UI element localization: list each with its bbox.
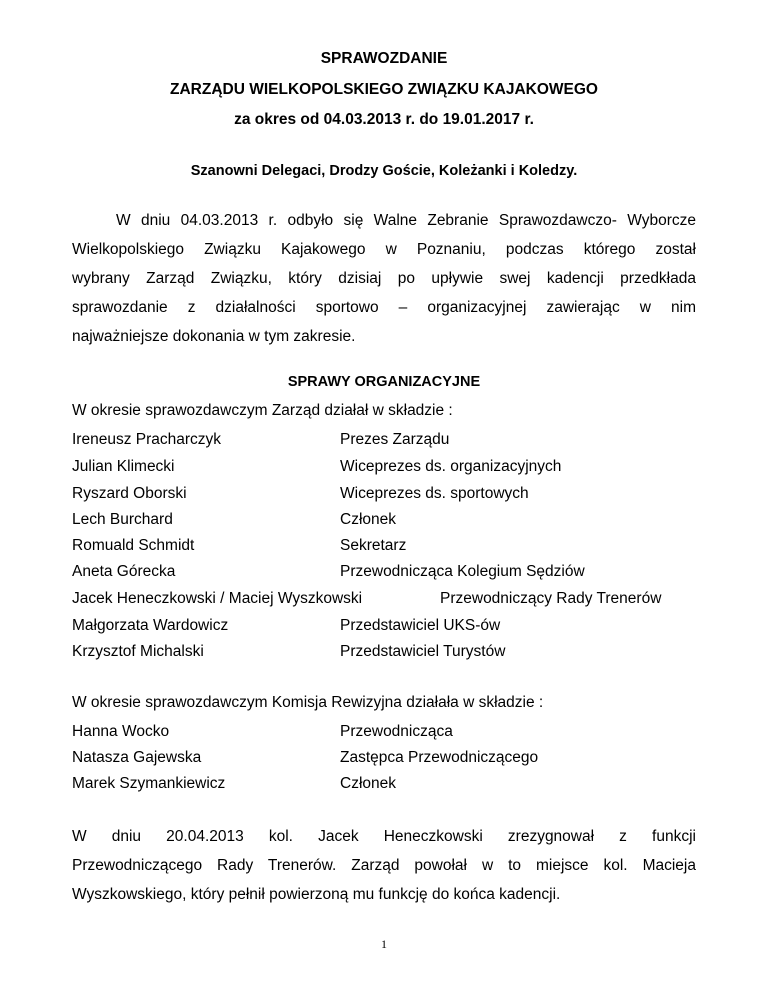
member-role: Członek [340,775,396,792]
board-member-row [72,431,696,453]
commission-member-row [72,723,696,745]
board-member-row [72,563,696,585]
member-role: Przewodnicząca [340,723,453,740]
page-number: 1 [381,937,387,951]
member-name: Krzysztof Michalski [72,643,204,660]
member-role: Zastępca Przewodniczącego [340,749,539,766]
paragraph-line: sprawozdanie z działalności sportowo – organizacyjnej zawierając w nim [72,299,696,316]
member-name: Lech Burchard [72,511,173,528]
member-name: Jacek Heneczkowski / Maciej Wyszkowski [72,590,363,607]
paragraph-line: Wielkopolskiego Związku Kajakowego w Poznaniu, podczas którego został [72,241,696,258]
board-member-row [72,643,696,665]
resignation-paragraph [72,822,696,909]
member-name: Julian Klimecki [72,458,175,475]
member-name: Marek Szymankiewicz [72,775,226,792]
section-heading: SPRAWY ORGANIZACYJNE [287,374,481,390]
member-role: Przedstawiciel Turystów [340,643,506,660]
greeting: Szanowni Delegaci, Drodzy Goście, Koleżanki i Koledzy. [190,163,578,179]
intro-paragraph [72,206,696,351]
commission-member-row [72,749,696,771]
member-role: Przedstawiciel UKS-ów [340,617,501,634]
member-role: Prezes Zarządu [340,431,450,448]
member-name: Aneta Górecka [72,563,176,580]
member-name: Ireneusz Pracharczyk [72,431,222,448]
paragraph-line: najważniejsze dokonania w tym zakresie. [72,328,356,345]
report-period: za okres od 04.03.2013 r. do 19.01.2017 r. [234,111,534,128]
board-intro: W okresie sprawozdawczym Zarząd działał w składzie : [72,402,453,419]
paragraph-line: W dniu 20.04.2013 kol. Jacek Heneczkowski zrezygnował z funkcji [72,828,696,845]
board-member-row [72,617,696,639]
report-subtitle-organization: ZARZĄDU WIELKOPOLSKIEGO ZWIĄZKU KAJAKOWEGO [170,81,598,98]
member-name: Hanna Wocko [72,723,170,740]
member-role: Sekretarz [340,537,407,554]
paragraph-line: Wyszkowskiego, który pełnił powierzoną mu funkcję do końca kadencji. [72,886,561,903]
member-role: Przewodniczący Rady Trenerów [440,590,662,607]
member-name: Małgorzata Wardowicz [72,617,229,634]
commission-intro: W okresie sprawozdawczym Komisja Rewizyjna działała w składzie : [72,694,544,711]
board-member-row [72,537,696,559]
board-member-row [72,511,696,533]
paragraph-line: Przewodniczącego Rady Trenerów. Zarząd powołał w to miejsce kol. Macieja [72,857,696,874]
commission-member-row [72,775,696,797]
member-role: Wiceprezes ds. organizacyjnych [340,458,562,475]
member-role: Członek [340,511,396,528]
report-title: SPRAWOZDANIE [320,50,448,67]
member-name: Natasza Gajewska [72,749,202,766]
member-role: Wiceprezes ds. sportowych [340,485,529,502]
board-member-row [72,485,696,507]
member-name: Romuald Schmidt [72,537,195,554]
member-name: Ryszard Oborski [72,485,187,502]
paragraph-line: wybrany Zarząd Związku, który dzisiaj po upływie swej kadencji przedkłada [72,270,696,287]
board-member-row [72,590,696,612]
board-member-row [72,458,696,480]
member-role: Przewodnicząca Kolegium Sędziów [340,563,585,580]
paragraph-line: W dniu 04.03.2013 r. odbyło się Walne Zebranie Sprawozdawczo- Wyborcze [116,212,696,229]
